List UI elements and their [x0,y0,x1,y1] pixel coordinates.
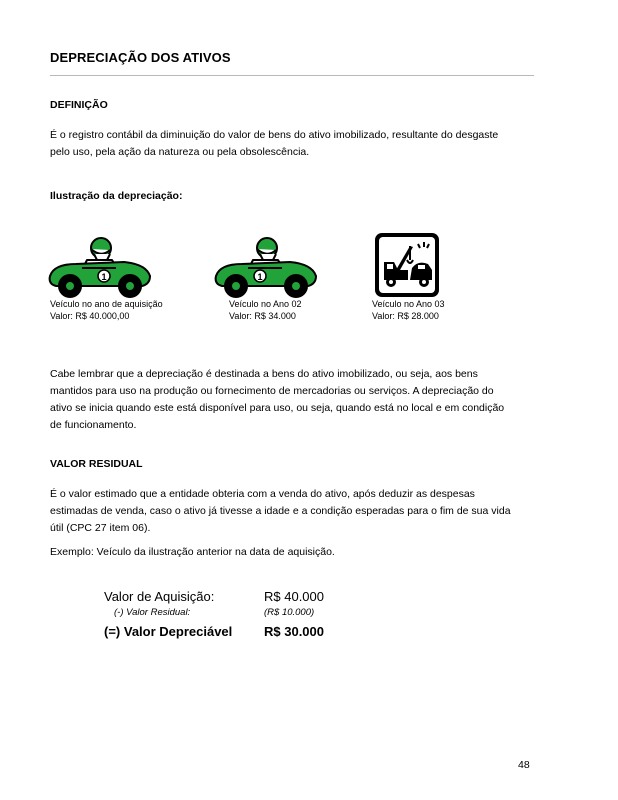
paragraph-line-3: ativo se inicia quando este está disponível para uso, ou seja, quando está no local e em condição [50,402,505,414]
valor-residual-line-1: É o valor estimado que a entidade obteria com a venda do ativo, após deduzir as despesas [50,488,475,500]
caption-value: Valor: R$ 34.000 [229,311,296,321]
definicao-paragraph [50,127,540,161]
caption-value: Valor: R$ 28.000 [372,311,439,321]
valor-residual-line-3: útil (CPC 27 item 06). [50,522,151,534]
illustration-caption-3 [372,298,445,322]
page-number: 48 [518,759,530,771]
tow-truck-icon [374,232,440,298]
caption-label: Veículo no Ano 03 [372,299,445,309]
exemplo-text: Exemplo: Veículo da ilustração anterior na data de aquisição. [50,546,335,558]
calc-value-residual: (R$ 10.000) [264,607,315,618]
depreciacao-paragraph [50,366,534,434]
ilustracao-heading: Ilustração da depreciação: [50,190,183,202]
valor-residual-heading: VALOR RESIDUAL [50,458,143,470]
calc-label-depreciavel: (=) Valor Depreciável [104,624,233,639]
caption-value: Valor: R$ 40.000,00 [50,311,130,321]
caption-label: Veículo no ano de aquisição [50,299,163,309]
car-number: 1 [257,272,263,282]
paragraph-line-1: Cabe lembrar que a depreciação é destinada a bens do ativo imobilizado, ou seja, aos bens [50,368,478,380]
valor-residual-paragraph [50,486,540,537]
definicao-line-1: É o registro contábil da diminuição do valor de bens do ativo imobilizado, resultante do desgaste [50,129,499,141]
definicao-heading: DEFINIÇÃO [50,99,108,111]
page-title: DEPRECIAÇÃO DOS ATIVOS [50,50,231,65]
calc-value-depreciavel: R$ 30.000 [264,624,324,639]
illustration-caption-2 [229,298,302,322]
definicao-line-2: pelo uso, pela ação da natureza ou pela obsolescência. [50,146,310,158]
race-car-icon [46,232,154,300]
caption-label: Veículo no Ano 02 [229,299,302,309]
paragraph-line-4: de funcionamento. [50,419,137,431]
title-divider [50,75,534,76]
paragraph-line-2: mantidos para uso na produção ou fornecimento de mercadorias ou serviços. A depreciação do [50,385,494,397]
calc-value-aquisicao: R$ 40.000 [264,589,324,604]
valor-residual-line-2: estimadas de venda, caso o ativo já tivesse a idade e a condição esperadas para o fim de sua vida [50,505,511,517]
car-number: 1 [101,272,107,282]
calc-label-residual: (-) Valor Residual: [114,607,191,618]
illustration-caption-1 [50,298,163,322]
race-car-icon [212,232,320,300]
calc-label-aquisicao: Valor de Aquisição: [104,589,215,604]
